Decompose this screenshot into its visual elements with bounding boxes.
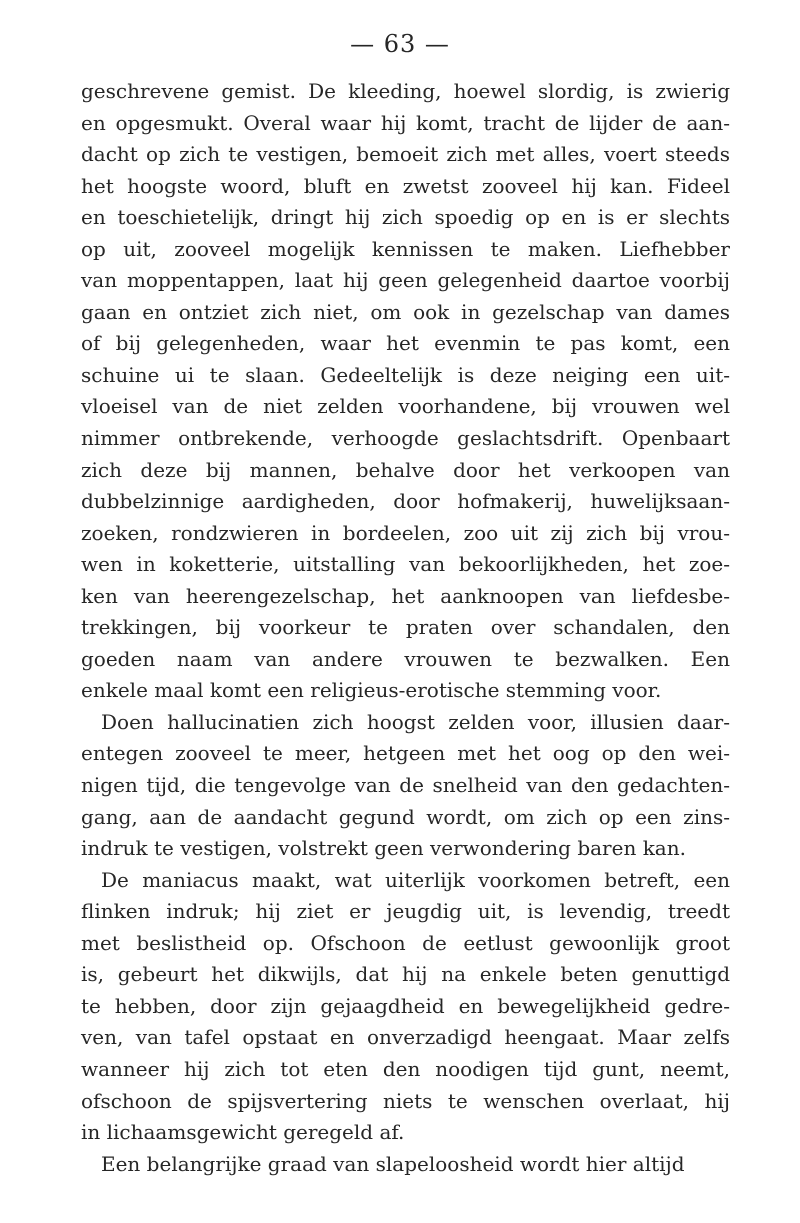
text-line: met beslistheid op. Ofschoon de eetlust gewoonlijk groot: [81, 930, 730, 955]
text-line: ken van heerengezelschap, het aanknoopen van liefdesbe-: [81, 583, 730, 608]
text-line: De maniacus maakt, wat uiterlijk voorkomen betreft, een: [101, 867, 730, 892]
text-line: indruk te vestigen, volstrekt geen verwondering baren kan.: [81, 836, 686, 861]
body-text: [81, 76, 730, 1180]
text-line: in lichaamsgewicht geregeld af.: [81, 1120, 405, 1145]
text-line: gaan en ontziet zich niet, om ook in gezelschap van dames: [81, 299, 730, 324]
text-line: zich deze bij mannen, behalve door het verkoopen van: [81, 457, 730, 482]
text-line: nimmer ontbrekende, verhoogde geslachtsdrift. Openbaart: [81, 426, 730, 451]
text-line: wen in koketterie, uitstalling van bekoorlijkheden, het zoe-: [81, 552, 730, 577]
text-line: is, gebeurt het dikwijls, dat hij na enkele beten genuttigd: [81, 962, 730, 987]
text-line: dubbelzinnige aardigheden, door hofmakerij, huwelijksaan-: [81, 489, 730, 514]
text-line: entegen zooveel te meer, hetgeen met het oog op den wei-: [81, 741, 730, 766]
text-line: flinken indruk; hij ziet er jeugdig uit, is levendig, treedt: [81, 899, 730, 924]
text-line: het hoogste woord, bluft en zwetst zooveel hij kan. Fideel: [81, 173, 730, 198]
text-line: van moppentappen, laat hij geen gelegenheid daartoe voorbij: [81, 268, 730, 293]
text-line: op uit, zooveel mogelijk kennissen te maken. Liefhebber: [81, 236, 730, 261]
text-line: wanneer hij zich tot eten den noodigen tijd gunt, neemt,: [81, 1056, 730, 1081]
text-line: vloeisel van de niet zelden voorhandene, bij vrouwen wel: [81, 394, 730, 419]
text-line: dacht op zich te vestigen, bemoeit zich met alles, voert steeds: [81, 142, 730, 167]
text-line: schuine ui te slaan. Gedeeltelijk is deze neiging een uit-: [81, 362, 730, 387]
text-line: en toeschietelijk, dringt hij zich spoedig op en is er slechts: [81, 205, 730, 230]
text-line: ven, van tafel opstaat en onverzadigd heengaat. Maar zelfs: [81, 1025, 730, 1050]
page-number: — 63 —: [350, 30, 450, 58]
text-line: geschrevene gemist. De kleeding, hoewel slordig, is zwierig: [81, 79, 730, 103]
text-line: en opgesmukt. Overal waar hij komt, tracht de lijder de aan-: [81, 110, 730, 135]
text-line: te hebben, door zijn gejaagdheid en bewegelijkheid gedre-: [81, 993, 730, 1018]
text-line: nigen tijd, die tengevolge van de snelheid van den gedachten-: [81, 773, 730, 798]
text-line: Een belangrijke graad van slapeloosheid wordt hier altijd: [101, 1151, 685, 1176]
text-line: trekkingen, bij voorkeur te praten over schandalen, den: [81, 615, 730, 640]
text-line: gang, aan de aandacht gegund wordt, om zich op een zins-: [81, 804, 730, 829]
text-line: goeden naam van andere vrouwen te bezwalken. Een: [81, 646, 730, 671]
text-line: of bij gelegenheden, waar het evenmin te pas komt, een: [81, 331, 730, 356]
text-line: ofschoon de spijsvertering niets te wenschen overlaat, hij: [81, 1088, 730, 1113]
text-line: Doen hallucinatien zich hoogst zelden voor, illusien daar-: [101, 709, 730, 734]
text-line: enkele maal komt een religieus-erotische stemming voor.: [81, 678, 662, 703]
text-line: zoeken, rondzwieren in bordeelen, zoo uit zij zich bij vrou-: [81, 520, 730, 545]
